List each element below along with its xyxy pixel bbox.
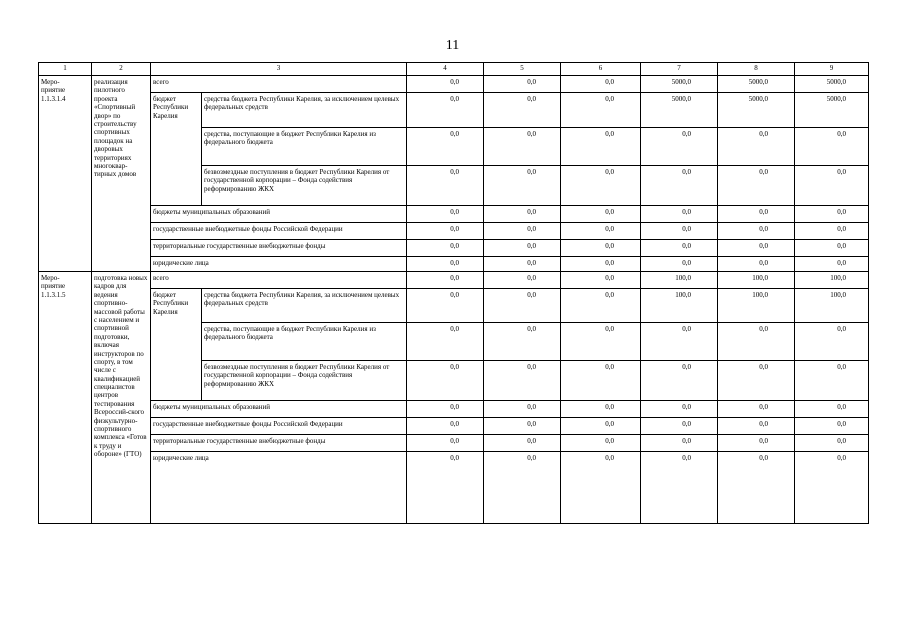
value-cell: 0,0 xyxy=(641,166,718,206)
value-cell: 0,0 xyxy=(641,240,718,257)
value-cell: 0,0 xyxy=(641,361,718,401)
header-cell: 7 xyxy=(641,63,718,76)
value-cell: 5000,0 xyxy=(641,76,718,93)
value-cell: 100,0 xyxy=(795,272,869,289)
value-cell: 0,0 xyxy=(407,401,484,418)
value-cell: 0,0 xyxy=(407,128,484,166)
source-label: средства, поступающие в бюджет Республики Карелия из федерального бюджета xyxy=(202,128,407,166)
source-label: всего xyxy=(151,76,407,93)
value-cell: 100,0 xyxy=(795,289,869,323)
source-label: бюджеты муниципальных образований xyxy=(151,401,407,418)
value-cell: 100,0 xyxy=(718,272,795,289)
value-cell: 5000,0 xyxy=(795,93,869,128)
value-cell: 0,0 xyxy=(561,418,641,435)
table-row xyxy=(39,272,869,289)
source-label: бюджеты муниципальных образований xyxy=(151,206,407,223)
header-cell: 6 xyxy=(561,63,641,76)
value-cell: 0,0 xyxy=(795,323,869,361)
table-row xyxy=(39,76,869,93)
value-cell: 0,0 xyxy=(484,223,561,240)
value-cell: 0,0 xyxy=(484,361,561,401)
value-cell: 0,0 xyxy=(484,166,561,206)
value-cell: 0,0 xyxy=(718,128,795,166)
value-cell: 0,0 xyxy=(484,257,561,272)
value-cell: 0,0 xyxy=(407,166,484,206)
value-cell: 0,0 xyxy=(561,93,641,128)
measure-description: подготовка новых кадров для ведения спортивно-массовой работы с населением и спортивной подготовки, включая инструкторов по спорту, в том числе с квалификацией специалистов центров тестирования Всероссий-ского физкультурно-спортивного комплекса «Готов к труду и обороне» (ГТО) xyxy=(92,272,151,524)
value-cell: 0,0 xyxy=(484,435,561,452)
value-cell: 5000,0 xyxy=(718,93,795,128)
value-cell: 0,0 xyxy=(484,128,561,166)
value-cell: 0,0 xyxy=(407,93,484,128)
value-cell: 5000,0 xyxy=(795,76,869,93)
source-label: территориальные государственные внебюджетные фонды xyxy=(151,240,407,257)
source-label: безвозмездные поступления в бюджет Республики Карелия от государственной корпорации – Фонда содействия реформированию ЖКХ xyxy=(202,361,407,401)
header-cell: 1 xyxy=(39,63,92,76)
table-row xyxy=(39,93,869,128)
value-cell: 0,0 xyxy=(561,76,641,93)
value-cell: 0,0 xyxy=(407,76,484,93)
value-cell: 0,0 xyxy=(795,166,869,206)
table-row xyxy=(39,206,869,223)
value-cell: 100,0 xyxy=(641,272,718,289)
value-cell: 0,0 xyxy=(795,435,869,452)
value-cell: 0,0 xyxy=(718,206,795,223)
value-cell: 0,0 xyxy=(484,289,561,323)
value-cell: 0,0 xyxy=(795,257,869,272)
table-row xyxy=(39,401,869,418)
value-cell: 0,0 xyxy=(718,401,795,418)
value-cell: 0,0 xyxy=(561,361,641,401)
measure-description: реализация пилотного проекта «Спортивный двор» по строительству спортивных площадок на дворовых территориях многоквар-тирных домов xyxy=(92,76,151,272)
value-cell: 0,0 xyxy=(407,323,484,361)
value-cell: 0,0 xyxy=(718,418,795,435)
value-cell: 0,0 xyxy=(561,128,641,166)
source-label: территориальные государственные внебюджетные фонды xyxy=(151,435,407,452)
value-cell: 0,0 xyxy=(718,452,795,524)
value-cell: 0,0 xyxy=(484,272,561,289)
value-cell: 0,0 xyxy=(641,401,718,418)
value-cell: 0,0 xyxy=(484,93,561,128)
measure-id: Меро- приятие 1.1.3.1.5 xyxy=(39,272,92,524)
value-cell: 0,0 xyxy=(795,401,869,418)
header-row xyxy=(39,63,869,76)
value-cell: 0,0 xyxy=(795,361,869,401)
source-label: средства бюджета Республики Карелия, за исключением целевых федеральных средств xyxy=(202,289,407,323)
value-cell: 0,0 xyxy=(641,452,718,524)
page-number: 11 xyxy=(445,38,460,53)
value-cell: 0,0 xyxy=(407,361,484,401)
value-cell: 0,0 xyxy=(561,272,641,289)
value-cell: 0,0 xyxy=(795,452,869,524)
value-cell: 5000,0 xyxy=(641,93,718,128)
header-cell: 3 xyxy=(151,63,407,76)
value-cell: 0,0 xyxy=(718,240,795,257)
budget-group-label: бюджет Республики Карелия xyxy=(151,289,202,401)
value-cell: 0,0 xyxy=(795,128,869,166)
source-label: средства бюджета Республики Карелия, за исключением целевых федеральных средств xyxy=(202,93,407,128)
budget-group-label: бюджет Республики Карелия xyxy=(151,93,202,206)
value-cell: 0,0 xyxy=(561,452,641,524)
source-label: государственные внебюджетные фонды Российской Федерации xyxy=(151,223,407,240)
value-cell: 0,0 xyxy=(718,166,795,206)
value-cell: 0,0 xyxy=(718,323,795,361)
value-cell: 0,0 xyxy=(407,257,484,272)
value-cell: 0,0 xyxy=(484,401,561,418)
value-cell: 0,0 xyxy=(795,240,869,257)
table-row xyxy=(39,418,869,435)
value-cell: 0,0 xyxy=(561,435,641,452)
value-cell: 0,0 xyxy=(561,323,641,361)
table-row xyxy=(39,452,869,524)
value-cell: 0,0 xyxy=(718,223,795,240)
value-cell: 0,0 xyxy=(561,257,641,272)
value-cell: 0,0 xyxy=(795,223,869,240)
table-row xyxy=(39,223,869,240)
value-cell: 0,0 xyxy=(407,240,484,257)
value-cell: 0,0 xyxy=(795,206,869,223)
source-label: всего xyxy=(151,272,407,289)
value-cell: 0,0 xyxy=(484,418,561,435)
value-cell: 0,0 xyxy=(641,435,718,452)
value-cell: 5000,0 xyxy=(718,76,795,93)
value-cell: 0,0 xyxy=(407,223,484,240)
value-cell: 0,0 xyxy=(407,289,484,323)
value-cell: 0,0 xyxy=(561,166,641,206)
measure-id: Меро- приятие 1.1.3.1.4 xyxy=(39,76,92,272)
value-cell: 0,0 xyxy=(407,418,484,435)
value-cell: 0,0 xyxy=(641,257,718,272)
value-cell: 0,0 xyxy=(641,206,718,223)
value-cell: 0,0 xyxy=(407,452,484,524)
header-cell: 2 xyxy=(92,63,151,76)
table-row xyxy=(39,240,869,257)
table-row xyxy=(39,435,869,452)
value-cell: 0,0 xyxy=(407,435,484,452)
value-cell: 0,0 xyxy=(795,418,869,435)
value-cell: 0,0 xyxy=(641,128,718,166)
value-cell: 0,0 xyxy=(484,206,561,223)
value-cell: 100,0 xyxy=(718,289,795,323)
value-cell: 0,0 xyxy=(718,257,795,272)
value-cell: 0,0 xyxy=(561,289,641,323)
budget-table xyxy=(38,62,869,524)
source-label: юридические лица xyxy=(151,452,407,524)
header-cell: 5 xyxy=(484,63,561,76)
value-cell: 0,0 xyxy=(407,272,484,289)
table-row xyxy=(39,257,869,272)
header-cell: 9 xyxy=(795,63,869,76)
value-cell: 0,0 xyxy=(718,435,795,452)
value-cell: 0,0 xyxy=(561,206,641,223)
value-cell: 0,0 xyxy=(407,206,484,223)
table-row xyxy=(39,289,869,323)
value-cell: 0,0 xyxy=(561,240,641,257)
value-cell: 0,0 xyxy=(718,361,795,401)
value-cell: 0,0 xyxy=(484,452,561,524)
value-cell: 0,0 xyxy=(484,240,561,257)
value-cell: 0,0 xyxy=(561,401,641,418)
value-cell: 0,0 xyxy=(561,223,641,240)
source-label: безвозмездные поступления в бюджет Республики Карелия от государственной корпорации – Фонда содействия реформированию ЖКХ xyxy=(202,166,407,206)
value-cell: 0,0 xyxy=(641,223,718,240)
value-cell: 0,0 xyxy=(641,418,718,435)
header-cell: 4 xyxy=(407,63,484,76)
source-label: средства, поступающие в бюджет Республики Карелия из федерального бюджета xyxy=(202,323,407,361)
value-cell: 100,0 xyxy=(641,289,718,323)
header-cell: 8 xyxy=(718,63,795,76)
value-cell: 0,0 xyxy=(484,323,561,361)
value-cell: 0,0 xyxy=(641,323,718,361)
source-label: юридические лица xyxy=(151,257,407,272)
value-cell: 0,0 xyxy=(484,76,561,93)
source-label: государственные внебюджетные фонды Российской Федерации xyxy=(151,418,407,435)
